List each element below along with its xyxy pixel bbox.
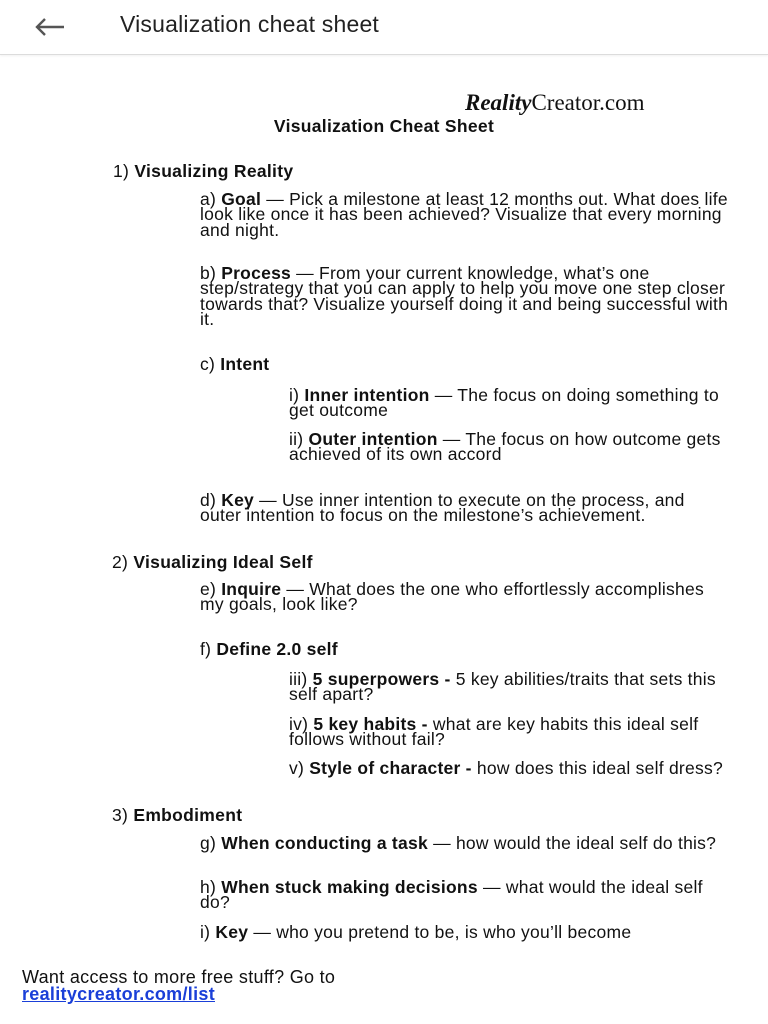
section-title: Visualizing Reality xyxy=(134,161,294,181)
section-title: Embodiment xyxy=(133,805,243,825)
list-item-ii: ii) Outer intention — The focus on how outcome gets achieved of its own accord xyxy=(289,429,721,465)
brand-logo xyxy=(465,90,644,116)
brand-logo-part-1: Reality xyxy=(465,90,532,115)
list-item-a: a) Goal — Pick a milestone at least 12 months out. What does life look like once it has been achieved? Visualize that every morning and night. xyxy=(200,189,728,240)
list-item-iii: iii) 5 superpowers - 5 key abilities/traits that sets this self apart? xyxy=(289,669,716,705)
back-button[interactable] xyxy=(28,9,72,45)
app-bar xyxy=(0,0,768,55)
footer-text: Want access to more free stuff? Go to xyxy=(22,967,336,987)
brand-logo-part-2: Creator.com xyxy=(531,90,645,115)
list-item-b: b) Process — From your current knowledge, what’s one step/strategy that you can apply to help you move one step closer towards that? Visualize yourself doing it and being successful with it. xyxy=(200,263,729,329)
list-item-d: d) Key — Use inner intention to execute on the process, and outer intention to focus on the milestone’s achievement. xyxy=(200,490,685,526)
list-item-g: g) When conducting a task — how would the ideal self do this? xyxy=(200,833,717,853)
arrow-left-icon xyxy=(33,17,67,37)
section-heading-3: 3) Embodiment xyxy=(112,805,243,825)
list-item-iv: iv) 5 key habits - what are key habits this ideal self follows without fail? xyxy=(289,714,699,750)
list-item-v: v) Style of character - how does this ideal self dress? xyxy=(289,758,723,778)
list-item-i-key: i) Key — who you pretend to be, is who you’ll become xyxy=(200,922,632,942)
footer-link[interactable]: realitycreator.com/list xyxy=(22,984,215,1004)
section-title: Visualizing Ideal Self xyxy=(133,552,313,572)
list-item-i: i) Inner intention — The focus on doing something to get outcome xyxy=(289,385,719,421)
list-item-h: h) When stuck making decisions — what would the ideal self do? xyxy=(200,877,703,913)
section-heading-2: 2) Visualizing Ideal Self xyxy=(112,552,313,572)
document-title xyxy=(0,116,768,137)
app-bar-title: Visualization cheat sheet xyxy=(120,11,380,37)
section-heading-1: 1) Visualizing Reality xyxy=(113,161,294,181)
document-page xyxy=(0,55,768,1024)
document-title-text: Visualization Cheat Sheet xyxy=(273,116,495,136)
list-item-c: c) Intent xyxy=(200,354,270,374)
list-item-f: f) Define 2.0 self xyxy=(200,639,338,659)
list-item-e: e) Inquire — What does the one who effortlessly accomplishes my goals, look like? xyxy=(200,579,704,615)
